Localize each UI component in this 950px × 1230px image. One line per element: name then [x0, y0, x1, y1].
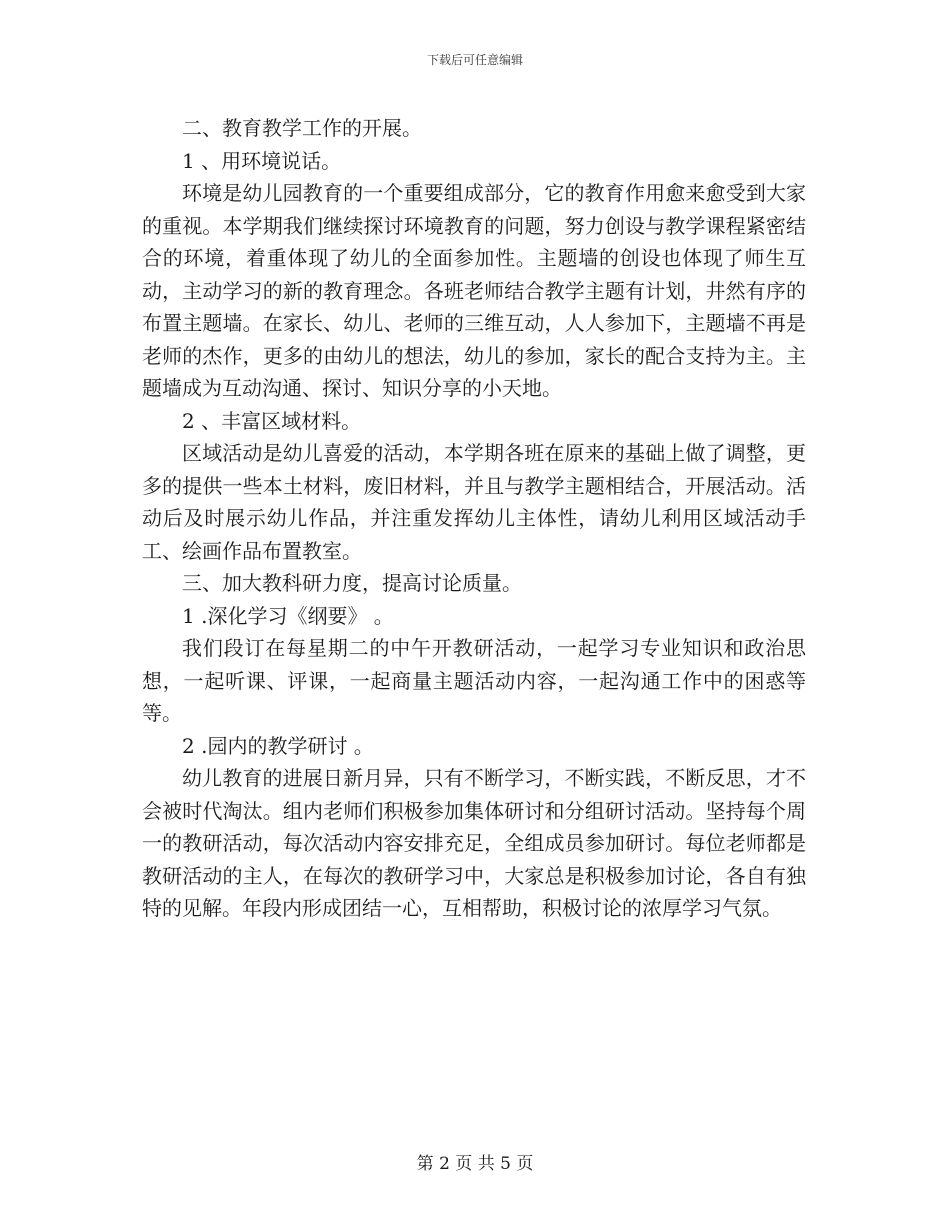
body-paragraph-environment: 环境是幼儿园教育的一个重要组成部分，它的教育作用愈来愈受到大家的重视。本学期我们继续探讨环境教育的问题，努力创设与教学课程紧密结合的环境，着重体现了幼儿的全面参加性。主题墙的创设也体现了师生互动，主动学习的新的教育理念。各班老师结合教学主题有计划，井然有序的布置主题墙。在家长、幼儿、老师的三维互动，人人参加下，主题墙不再是老师的杰作，更多的由幼儿的想法，幼儿的参加，家长的配合支持为主。主题墙成为互动沟通、探讨、知识分享的小天地。 — [142, 181, 806, 400]
document-body — [142, 112, 806, 925]
subsection-heading-3-2: 2 .园内的教学研讨 。 — [182, 733, 374, 758]
section-heading-2: 二、教育教学工作的开展。 — [182, 116, 422, 140]
subsection-heading-3-1: 1 .深化学习《纲要》 。 — [182, 603, 394, 628]
page-header: 下载后可任意编辑 — [426, 53, 523, 67]
body-paragraph-area-materials: 区域活动是幼儿喜爱的活动，本学期各班在原来的基础上做了调整，更多的提供一些本土材料，废旧材料，并且与教学主题相结合，开展活动。活动后及时展示幼儿作品，并注重发挥幼儿主体性，请幼儿利用区域活动手工、绘画作品布置教室。 — [142, 441, 806, 563]
body-paragraph-research-schedule: 我们段订在每星期二的中午开教研活动，一起学习专业知识和政治思想，一起听课、评课，一起商量主题活动内容，一起沟通工作中的困惑等等。 — [142, 636, 806, 725]
section-heading-3: 三、加大教科研力度，提高讨论质量。 — [182, 571, 522, 595]
page-footer: 第 2 页 共 5 页 — [416, 1154, 534, 1174]
subsection-heading-2-2: 2 、丰富区域材料。 — [182, 408, 362, 433]
body-paragraph-teaching-research: 幼儿教育的进展日新月异，只有不断学习，不断实践，不断反思，才不会被时代淘汰。组内老师们积极参加集体研讨和分组研讨活动。坚持每个周一的教研活动，每次活动内容安排充足，全组成员参加研讨。每位老师都是教研活动的主人，在每次的教研学习中，大家总是积极参加讨论，各自有独特的见解。年段内形成团结一心，互相帮助，积极讨论的浓厚学习气氛。 — [142, 766, 806, 920]
subsection-heading-2-1: 1 、用环境说话。 — [182, 148, 342, 173]
